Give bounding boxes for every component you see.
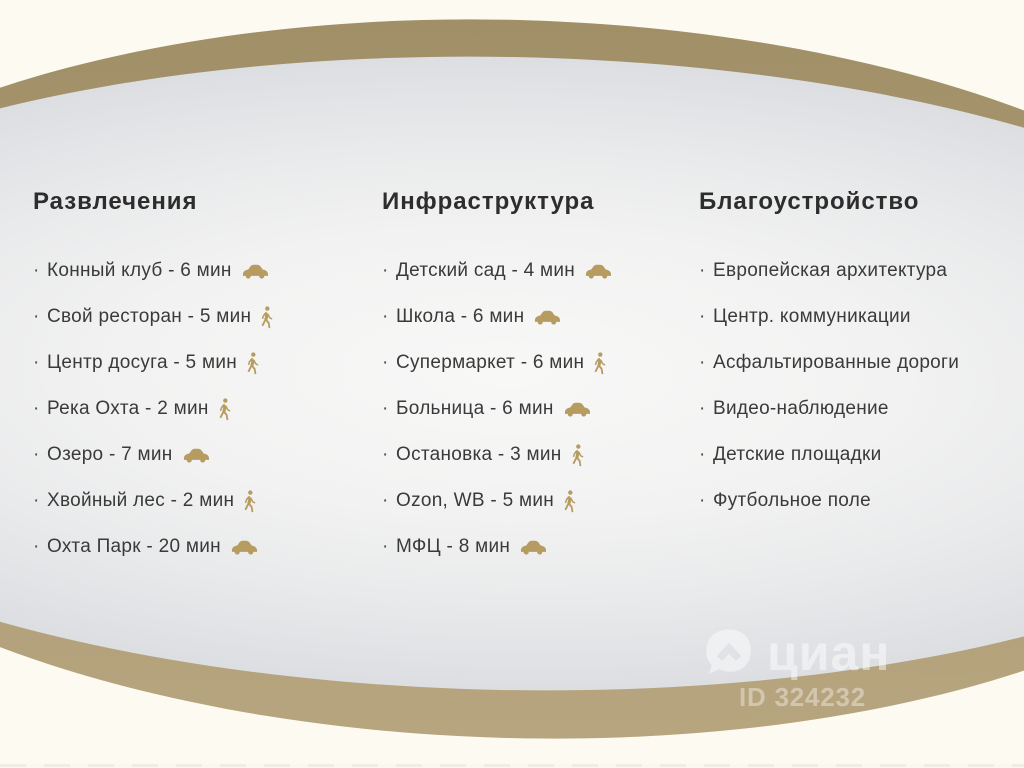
- list-item-label: Ozon, WB - 5 мин: [396, 490, 555, 511]
- list-item-label: Детский сад - 4 мин: [396, 260, 576, 281]
- walk-icon: [593, 352, 606, 375]
- list-item-bullet: ·: [699, 306, 706, 327]
- list-item-bullet: ·: [33, 260, 40, 281]
- list-item: [382, 432, 702, 478]
- list-item-label: Свой ресторан - 5 мин: [47, 306, 252, 327]
- list-item-label: Футбольное поле: [713, 490, 871, 511]
- list-item-label: Конный клуб - 6 мин: [47, 260, 232, 281]
- list-item-bullet: ·: [699, 260, 706, 281]
- list-item-bullet: ·: [699, 352, 706, 373]
- list-item-bullet: ·: [33, 444, 40, 465]
- list-item: [699, 432, 1019, 478]
- list-item-bullet: ·: [382, 306, 389, 327]
- list-item-bullet: ·: [382, 398, 389, 419]
- car-icon: [584, 262, 611, 280]
- list-item-label: МФЦ - 8 мин: [396, 536, 511, 557]
- list-item: [382, 478, 702, 524]
- list-item-bullet: ·: [382, 490, 389, 511]
- list-item-bullet: ·: [699, 490, 706, 511]
- list-item-bullet: ·: [382, 444, 389, 465]
- list-item: [382, 386, 702, 432]
- list-item: [699, 248, 1019, 294]
- list-item-label: Хвойный лес - 2 мин: [47, 490, 235, 511]
- walk-icon: [260, 306, 273, 329]
- walk-icon: [218, 398, 231, 421]
- list-item-label: Детские площадки: [713, 444, 882, 465]
- list-item: [699, 478, 1019, 524]
- walk-icon: [243, 490, 256, 513]
- list-item-bullet: ·: [382, 260, 389, 281]
- list-item-label: Охта Парк - 20 мин: [47, 536, 221, 557]
- car-icon: [533, 308, 560, 326]
- cian-watermark: [703, 626, 890, 713]
- list-item: [33, 294, 353, 340]
- list-item-label: Европейская архитектура: [713, 260, 948, 281]
- list-item-bullet: ·: [699, 398, 706, 419]
- list-item-label: Видео-наблюдение: [713, 398, 889, 419]
- list-item: [699, 294, 1019, 340]
- column-title: Развлечения: [33, 188, 198, 215]
- list-item: [699, 340, 1019, 386]
- list-item-label: Центр. коммуникации: [713, 306, 911, 327]
- column-improvements: [699, 188, 1019, 524]
- list-item-bullet: ·: [33, 490, 40, 511]
- list-item: [382, 524, 702, 570]
- list-item-bullet: ·: [33, 352, 40, 373]
- list-item-label: Центр досуга - 5 мин: [47, 352, 237, 373]
- cian-logo-icon: [703, 626, 755, 680]
- car-icon: [241, 262, 268, 280]
- list-item: [33, 432, 353, 478]
- list-item: [699, 386, 1019, 432]
- list-item-label: Озеро - 7 мин: [47, 444, 173, 465]
- watermark-id: ID 324232: [739, 682, 867, 712]
- column-infrastructure: [382, 188, 702, 570]
- list-item-bullet: ·: [382, 536, 389, 557]
- column-title: Благоустройство: [699, 188, 920, 215]
- list-item-label: Школа - 6 мин: [396, 306, 525, 327]
- list-item-label: Асфальтированные дороги: [713, 352, 960, 373]
- column-title: Инфраструктура: [382, 188, 595, 215]
- walk-icon: [246, 352, 259, 375]
- watermark-row: [703, 626, 890, 680]
- list-item: [382, 248, 702, 294]
- list-item-bullet: ·: [33, 306, 40, 327]
- amenity-list: [382, 248, 702, 570]
- car-icon: [230, 538, 257, 556]
- column-entertainment: [33, 188, 353, 570]
- car-icon: [182, 446, 209, 464]
- list-item-bullet: ·: [699, 444, 706, 465]
- amenity-list: [699, 248, 1019, 524]
- list-item: [33, 340, 353, 386]
- list-item: [382, 294, 702, 340]
- car-icon: [563, 400, 590, 418]
- list-item-bullet: ·: [33, 398, 40, 419]
- list-item-label: Больница - 6 мин: [396, 398, 554, 419]
- list-item: [33, 478, 353, 524]
- list-item-bullet: ·: [33, 536, 40, 557]
- list-item-bullet: ·: [382, 352, 389, 373]
- car-icon: [519, 538, 546, 556]
- list-item: [33, 248, 353, 294]
- list-item-label: Остановка - 3 мин: [396, 444, 562, 465]
- list-item-label: Река Охта - 2 мин: [47, 398, 209, 419]
- list-item-label: Супермаркет - 6 мин: [396, 352, 585, 373]
- walk-icon: [563, 490, 576, 513]
- walk-icon: [571, 444, 584, 467]
- list-item: [33, 386, 353, 432]
- watermark-brand: циан: [767, 625, 891, 681]
- list-item: [33, 524, 353, 570]
- list-item: [382, 340, 702, 386]
- amenity-list: [33, 248, 353, 570]
- bottom-edge-artifact: [0, 764, 1024, 767]
